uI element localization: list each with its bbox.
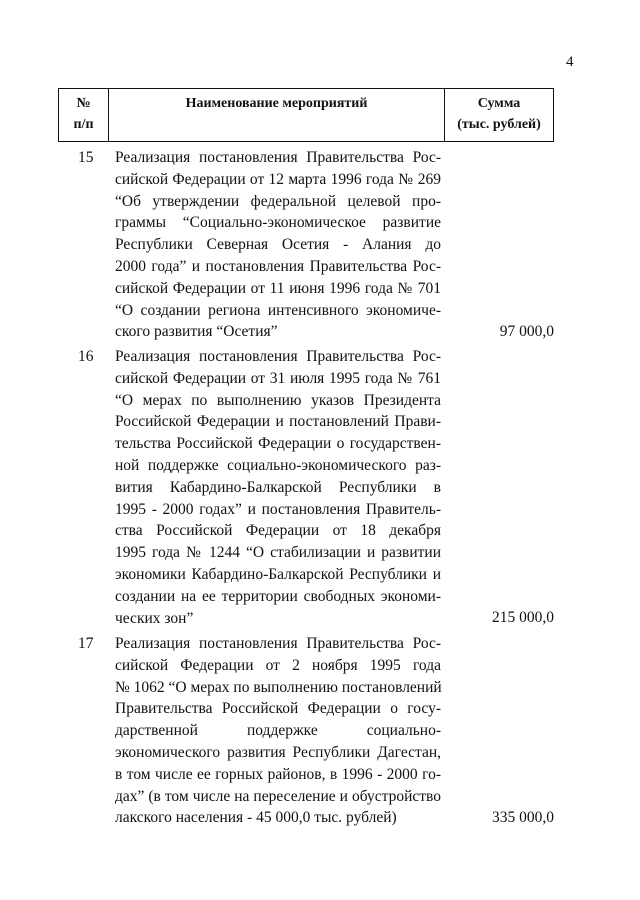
text-line: экономического развития Республики Дагестан, xyxy=(115,743,441,761)
row-number: 16 xyxy=(78,348,94,365)
text-line: вития Кабардино-Балкарской Республики в xyxy=(115,478,441,496)
text-line: создании на ее территории свободных экономи- xyxy=(115,587,441,605)
text-line: 1995 - 2000 годах” и постановления Правитель- xyxy=(115,500,441,518)
text-line: сийской Федерации от 12 марта 1996 года № 269 xyxy=(115,170,441,188)
text-line: ческих зон” xyxy=(115,609,194,627)
text-line: лакского населения - 45 000,0 тыс. рублей) xyxy=(115,809,397,827)
text-line: ства Российской Федерации от 18 декабря xyxy=(115,522,441,540)
text-line: сийской Федерации от 2 ноября 1995 года xyxy=(115,656,441,674)
text-line: ского развития “Осетия” xyxy=(115,323,278,341)
header-name-label: Наименование мероприятий xyxy=(185,96,368,111)
text-line: сийской Федерации от 31 июля 1995 года № 761 xyxy=(115,369,441,387)
text-line: Республики Северная Осетия - Алания до xyxy=(115,236,441,254)
row-number: 17 xyxy=(78,635,94,652)
text-line: в том числе ее горных районов, в 1996 - 2000 го- xyxy=(115,765,441,783)
row-description xyxy=(115,346,441,629)
text-line: № 1062 “О мерах по выполнению постановлений xyxy=(115,678,442,696)
header-number-column xyxy=(59,89,109,141)
header-name-column xyxy=(109,89,445,141)
row-sum: 97 000,0 xyxy=(499,323,554,340)
row-description xyxy=(115,147,441,343)
row-sum: 335 000,0 xyxy=(492,809,554,826)
text-line: 2000 года” и постановления Правительства Рос- xyxy=(115,257,441,275)
text-line: дах” (в том числе на переселение и обустройство xyxy=(115,787,441,805)
text-line: дарственной поддержке социально- xyxy=(115,722,441,740)
text-line: “О создании региона интенсивного экономиче- xyxy=(115,301,441,319)
text-line: “О мерах по выполнению указов Президента xyxy=(115,391,441,409)
text-line: “Об утверждении федеральной целевой про- xyxy=(115,192,441,210)
text-line: Реализация постановления Правительства Рос- xyxy=(115,149,441,166)
row-description xyxy=(115,633,441,829)
header-sum-column xyxy=(445,89,553,141)
text-line: Реализация постановления Правительства Рос- xyxy=(115,635,441,652)
row-sum: 215 000,0 xyxy=(492,609,554,626)
header-number-label: № xyxy=(76,96,91,111)
header-number-sublabel: п/п xyxy=(73,117,94,132)
text-line: Российской Федерации и постановлений Прави- xyxy=(115,413,441,431)
text-line: 1995 года № 1244 “О стабилизации и развитии xyxy=(115,544,441,562)
header-sum-label: Сумма xyxy=(477,96,521,111)
text-line: тельства Российской Федерации о государствен- xyxy=(115,435,441,453)
header-sum-sublabel: (тыс. рублей) xyxy=(457,117,541,132)
text-line: граммы “Социально-экономическое развитие xyxy=(115,214,441,232)
text-line: ной поддержке социально-экономического раз- xyxy=(115,456,441,474)
text-line: Реализация постановления Правительства Рос- xyxy=(115,348,441,365)
text-line: экономики Кабардино-Балкарской Республики и xyxy=(115,565,441,583)
page-number: 4 xyxy=(566,54,574,70)
text-line: сийской Федерации от 11 июня 1996 года № 701 xyxy=(115,279,441,297)
text-line: Правительства Российской Федерации о госу- xyxy=(115,700,441,718)
table-header xyxy=(58,88,554,142)
row-number: 15 xyxy=(78,149,94,166)
